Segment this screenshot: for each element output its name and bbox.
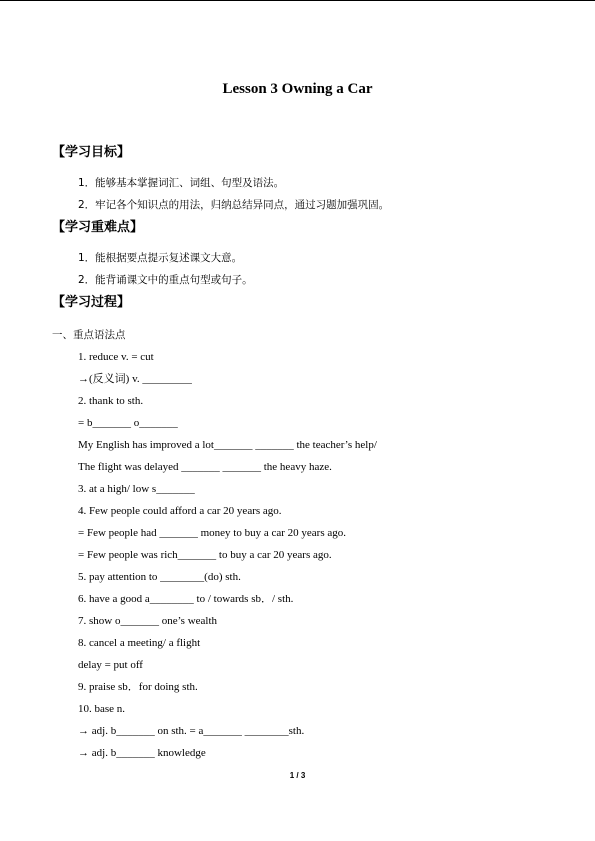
exercise-line: The flight was delayed _______ _______ the heavy haze.: [78, 461, 332, 473]
exercise-line: 2. thank to sth.: [78, 395, 144, 407]
document-title: Lesson 3 Owning a Car: [222, 81, 373, 97]
exercise-line: delay = put off: [78, 659, 143, 671]
key-point-item-1: 1．能根据要点提示复述课文大意。: [78, 252, 243, 264]
exercise-line: My English has improved a lot_______ _______ the teacher’s help/: [78, 439, 377, 451]
exercise-line: →(反义词) v. _________: [78, 373, 192, 385]
exercise-line: 4. Few people could afford a car 20 years ago.: [78, 505, 282, 517]
goal-item-2: 2．牢记各个知识点的用法，归纳总结异同点，通过习题加强巩固。: [78, 199, 390, 211]
goals-heading: 【学习目标】: [52, 145, 131, 160]
exercise-line: 1. reduce v. = cut: [78, 351, 154, 363]
section-title: 一、重点语法点: [52, 329, 126, 341]
process-heading: 【学习过程】: [52, 295, 131, 310]
exercise-line: → adj. b_______ knowledge: [78, 747, 206, 759]
exercise-line: 3. at a high/ low s_______: [78, 483, 195, 495]
key-point-item-2: 2．能背诵课文中的重点句型或句子。: [78, 274, 253, 286]
exercise-line: = Few people was rich_______ to buy a car 20 years ago.: [78, 549, 332, 561]
exercise-line: → adj. b_______ on sth. = a_______ ________sth.: [78, 725, 305, 737]
exercise-line: 5. pay attention to ________(do) sth.: [78, 571, 241, 583]
key-points-heading: 【学习重难点】: [52, 220, 144, 235]
exercise-line: 7. show o_______ one’s wealth: [78, 615, 218, 627]
page-number: 1 / 3: [289, 771, 306, 780]
exercise-line: 8. cancel a meeting/ a flight: [78, 637, 201, 649]
exercise-line: = b_______ o_______: [78, 417, 178, 429]
exercise-line: 9. praise sb．for doing sth.: [78, 681, 198, 693]
exercise-line: = Few people had _______ money to buy a car 20 years ago.: [78, 527, 346, 539]
exercise-line: 6. have a good a________ to / towards sb．/ sth.: [78, 593, 294, 605]
goal-item-1: 1．能够基本掌握词汇、词组、句型及语法。: [78, 177, 285, 189]
exercise-line: 10. base n.: [78, 703, 126, 715]
